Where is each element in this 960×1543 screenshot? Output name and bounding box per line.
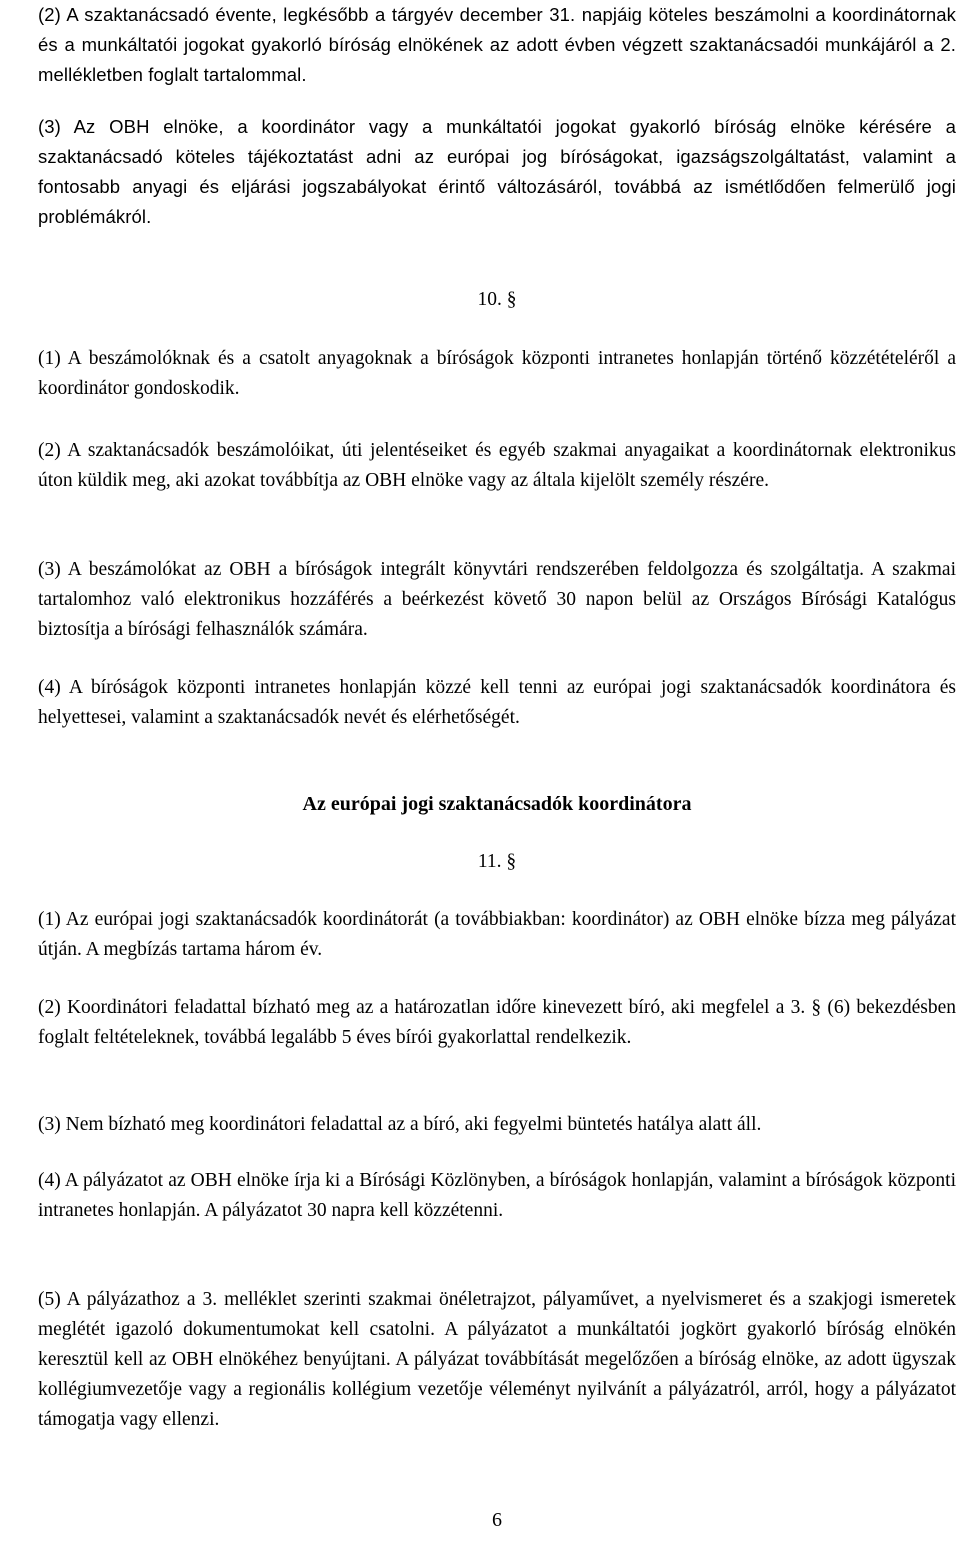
paragraph-9-3: (3) Az OBH elnöke, a koordinátor vagy a munkáltatói jogokat gyakorló bíróság elnöke kérésére a szaktanácsadó köteles tájékoztatást adni az európai jog bíróságokat, igazságszolgáltatást, valamint a fontosabb anyagi és eljárási jogszabályokat érintő változásáról, továbbá az ismétlődően felmerülő jogi problémákról.: [38, 116, 956, 227]
section-number-10: 10. §: [477, 289, 517, 310]
paragraph-10-3: (3) A beszámolókat az OBH a bíróságok integrált könyvtári rendszerében feldolgozza és szolgáltatja. A szakmai tartalomhoz való elektronikus hozzáférés a beérkezést követő 30 napon belül az Országos Bírósági Katalógus biztosítja a bírósági felhasználók számára.: [38, 559, 956, 640]
paragraph-9-2: (2) A szaktanácsadó évente, legkésőbb a tárgyév december 31. napjáig köteles beszámolni a koordinátornak és a munkáltatói jogokat gyakorló bíróság elnökének az adott évben végzett szaktanácsadói munkájáról a 2. mellékletben foglalt tartalommal.: [38, 4, 956, 85]
section-heading: Az európai jogi szaktanácsadók koordinátora: [302, 793, 692, 815]
paragraph-11-2: (2) Koordinátori feladattal bízható meg az a határozatlan időre kinevezett bíró, aki megfelel a 3. § (6) bekezdésben foglalt feltételeknek, továbbá legalább 5 éves bírói gyakorlattal rendelkezik.: [38, 997, 956, 1048]
paragraph-10-4: (4) A bíróságok központi intranetes honlapján közzé kell tenni az európai jogi szaktanácsadók koordinátora és helyettesei, valamint a szaktanácsadók nevét és elérhetőségét.: [38, 677, 956, 728]
page-number: 6: [492, 1509, 502, 1531]
paragraph-11-3: (3) Nem bízható meg koordinátori feladattal az a bíró, aki fegyelmi büntetés hatálya alatt áll.: [38, 1114, 762, 1135]
paragraph-11-1: (1) Az európai jogi szaktanácsadók koordinátorát (a továbbiakban: koordinátor) az OBH elnöke bízza meg pályázat útján. A megbízás tartama három év.: [38, 909, 956, 960]
paragraph-10-2: (2) A szaktanácsadók beszámolóikat, úti jelentéseiket és egyéb szakmai anyagaikat a koordinátornak elektronikus úton küldik meg, aki azokat továbbítja az OBH elnöke vagy az általa kijelölt személy részére.: [38, 440, 956, 491]
paragraph-11-4: (4) A pályázatot az OBH elnöke írja ki a Bírósági Közlönyben, a bíróságok honlapján, valamint a bíróságok központi intranetes honlapján. A pályázatot 30 napra kell közzétenni.: [38, 1170, 956, 1221]
section-number-11: 11. §: [477, 851, 517, 872]
paragraph-11-5: (5) A pályázathoz a 3. melléklet szerinti szakmai önéletrajzot, pályaművet, a nyelvismeret és a szakjogi ismeretek meglétét igazoló dokumentumokat kell csatolni. A pályázatot a munkáltatói jogkört gyakorló bíróság elnökén keresztül kell az OBH elnökéhez benyújtani. A pályázat továbbítását megelőzően a bíróság elnöke, az adott ügyszak kollégiumvezetője vagy a regionális kollégium vezetője véleményt nyilvánít a pályázatról, arról, hogy a pályázatot támogatja vagy ellenzi.: [38, 1289, 956, 1430]
paragraph-10-1: (1) A beszámolóknak és a csatolt anyagoknak a bíróságok központi intranetes honlapján történő közzétételéről a koordinátor gondoskodik.: [38, 348, 956, 399]
